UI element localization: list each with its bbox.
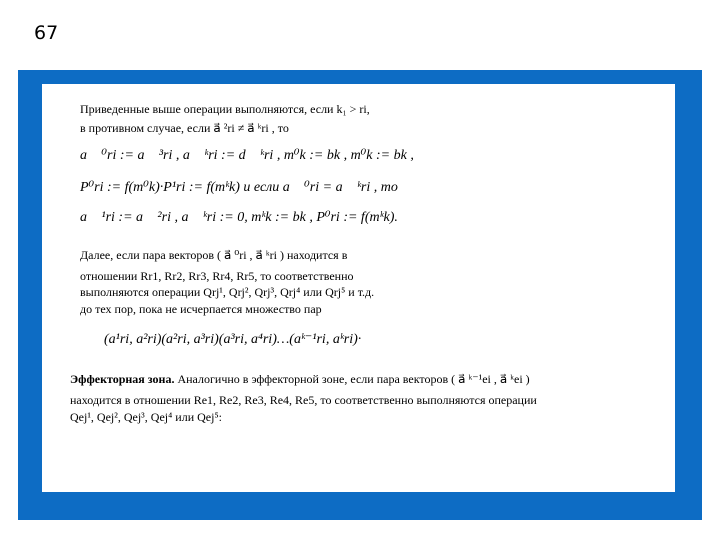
- text-line-11: [70, 372, 530, 387]
- text-line-13: Qej¹, Qej², Qej³, Qej⁴ или Qej⁵:: [70, 410, 222, 424]
- page-number: 67: [34, 22, 59, 44]
- effector-zone-heading: Эффекторная зона.: [70, 372, 175, 386]
- text-line-1: Приведенные выше операции выполняются, если k₁ > ri,: [80, 102, 370, 116]
- text-line-8: выполняются операции Qrj¹, Qrj², Qrj³, Qrj⁴ или Qrj⁵ и т.д.: [80, 285, 375, 299]
- effector-zone-text: Аналогично в эффекторной зоне, если пара векторов ( a⃗ ᵏ⁻¹ei , a⃗ ᵏei ): [174, 372, 530, 386]
- document-page: [42, 84, 675, 492]
- text-line-2: в противном случае, если a⃗ ²ri ≠ a⃗ ᵏri , то: [80, 121, 289, 135]
- formula-line-4: P⁰ri := f(m⁰k)·P¹ri := f(mᵏk) и если a⃗ ⁰ri = a⃗ ᵏri , то: [80, 180, 398, 195]
- text-line-12: находится в отношении Re1, Re2, Re3, Re4, Re5, то соответственно выполняются операции: [70, 393, 537, 407]
- formula-pairs: (a¹ri, a²ri)(a²ri, a³ri)(a³ri, a⁴ri)…(aᵏ⁻¹ri, aᵏri)·: [104, 332, 362, 347]
- text-line-6: Далее, если пара векторов ( a⃗ ⁰ri , a⃗ ᵏri ) находится в: [80, 248, 348, 262]
- text-line-7: отношении Rr1, Rr2, Rr3, Rr4, Rr5, то соответственно: [80, 269, 354, 283]
- text-line-9: до тех пор, пока не исчерпается множество пар: [80, 302, 322, 316]
- formula-line-5: a⃗ ¹ri := a⃗ ²ri , a⃗ ᵏri := 0, mᵏk := bk , P⁰ri := f(mᵏk).: [80, 210, 398, 225]
- formula-line-3: a⃗ ⁰ri := a⃗ ³ri , a⃗ ᵏri := d⃗ ᵏri , m⁰k := bk , m⁰k := bk ,: [80, 148, 414, 163]
